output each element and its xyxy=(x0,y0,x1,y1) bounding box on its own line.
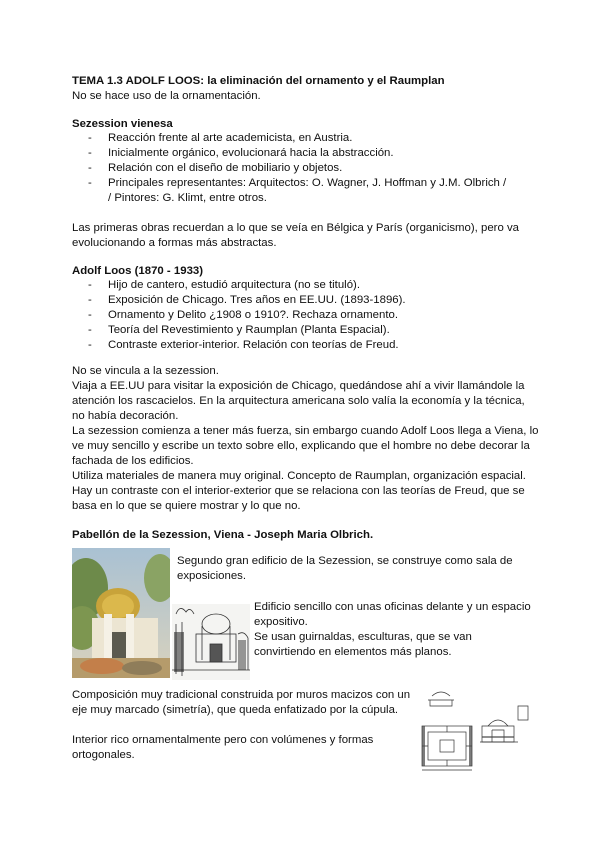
paragraph-line: Hay un contraste con el interior-exterior que se relaciona con las teorías de Freud, que se xyxy=(72,485,525,497)
paragraph-line: Composición muy tradicional construida por muros macizos con un xyxy=(72,689,411,701)
list-item: - Reacción frente al arte academicista, en Austria. xyxy=(88,131,528,146)
paragraph-line: Segundo gran edificio de la Sezession, se construye como sala de xyxy=(177,555,513,567)
list-item: - Contraste exterior-interior. Relación con teorías de Freud. xyxy=(88,338,528,353)
paragraph-line: atención los rascacielos. En la arquitectura americana solo valía la economía y la técnica, xyxy=(72,395,525,407)
list-item: - Teoría del Revestimiento y Raumplan (Planta Espacial). xyxy=(88,323,528,338)
paragraph-line: ortogonales. xyxy=(72,749,135,761)
loos-bullet-list xyxy=(88,278,528,353)
paragraph-line: Utiliza materiales de manera muy original. Concepto de Raumplan, organización espacial. xyxy=(72,470,526,482)
list-item: - Relación con el diseño de mobiliario y objetos. xyxy=(88,161,528,176)
sezession-bullet-list xyxy=(88,131,528,206)
paragraph-line: Viaja a EE.UU para visitar la exposición de Chicago, quedándose ahí a vivir llamándole la xyxy=(72,380,525,392)
pabellon-text-4 xyxy=(72,733,373,763)
section-heading-pabellon: Pabellón de la Sezession, Viena - Joseph Maria Olbrich. xyxy=(72,529,374,541)
paragraph-line: Se usan guirnaldas, esculturas, que se van xyxy=(254,631,472,643)
paragraph-line: ve muy sencillo y escribe un texto sobre ello, explicando que el hombre no debe decorar la xyxy=(72,440,530,452)
loos-paragraph xyxy=(72,364,538,514)
secession-sketch-image xyxy=(172,604,250,680)
paragraph-line: exposiciones. xyxy=(177,570,247,582)
paragraph-line: Interior rico ornamentalmente pero con volúmenes y formas xyxy=(72,734,374,746)
paragraph-line: no había decoración. xyxy=(72,410,179,422)
section-heading-sezession: Sezession vienesa xyxy=(72,118,173,130)
paragraph-line: La sezession comienza a tener más fuerza, sin embargo cuando Adolf Loos llega a Viena, lo xyxy=(72,425,539,437)
document-title: TEMA 1.3 ADOLF LOOS: la eliminación del ornamento y el Raumplan xyxy=(72,75,445,87)
paragraph-line: Las primeras obras recuerdan a lo que se veía en Bélgica y París (organicismo), pero va xyxy=(72,222,519,234)
list-item: - Inicialmente orgánico, evolucionará hacia la abstracción. xyxy=(88,146,528,161)
pabellon-text-2 xyxy=(254,600,531,660)
secession-photo-image xyxy=(72,548,170,678)
paragraph-line: No se vincula a la sezession. xyxy=(72,365,219,377)
architectural-plans-image xyxy=(418,690,530,776)
paragraph-line: expositivo. xyxy=(254,616,308,628)
paragraph-line: basa en lo que se quiere mostrar y lo que no. xyxy=(72,500,301,512)
section-heading-loos: Adolf Loos (1870 - 1933) xyxy=(72,265,204,277)
list-item: - Principales representantes: Arquitectos: O. Wagner, J. Hoffman y J.M. Olbrich / / Pintores: G. Klimt, entre otros. xyxy=(88,176,508,206)
pabellon-text-1 xyxy=(177,554,513,584)
list-item: - Hijo de cantero, estudió arquitectura (no se tituló). xyxy=(88,278,528,293)
sezession-paragraph xyxy=(72,221,519,251)
list-item: - Exposición de Chicago. Tres años en EE.UU. (1893-1896). xyxy=(88,293,528,308)
paragraph-line: convirtiendo en elementos más planos. xyxy=(254,646,452,658)
paragraph-line: Edificio sencillo con unas oficinas delante y un espacio xyxy=(254,601,531,613)
intro-text: No se hace uso de la ornamentación. xyxy=(72,90,261,102)
pabellon-text-3 xyxy=(72,688,410,718)
paragraph-line: fachada de los edificios. xyxy=(72,455,194,467)
paragraph-line: eje muy marcado (simetría), que queda enfatizado por la cúpula. xyxy=(72,704,399,716)
list-item: - Ornamento y Delito ¿1908 o 1910?. Rechaza ornamento. xyxy=(88,308,528,323)
paragraph-line: evolucionando a formas más abstractas. xyxy=(72,237,277,249)
